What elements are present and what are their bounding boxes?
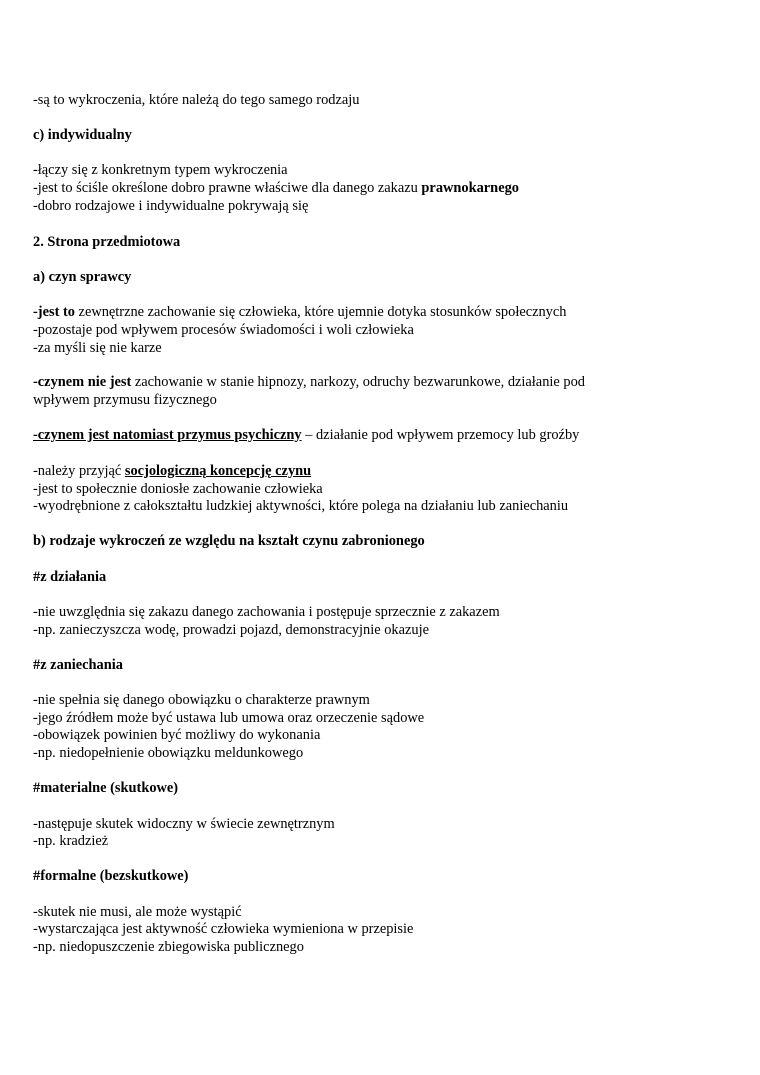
text-line: -nie spełnia się danego obowiązku o charakterze prawnym xyxy=(33,692,370,708)
text-line: -czynem nie jest zachowanie w stanie hipnozy, narkozy, odruchy bezwarunkowe, działanie pod xyxy=(33,374,585,390)
text-line: -dobro rodzajowe i indywidualne pokrywają się xyxy=(33,198,309,214)
section-heading: b) rodzaje wykroczeń ze względu na kształt czynu zabronionego xyxy=(33,533,425,549)
text-line: -obowiązek powinien być możliwy do wykonania xyxy=(33,727,321,743)
text-line: -jego źródłem może być ustawa lub umowa oraz orzeczenie sądowe xyxy=(33,710,425,726)
bold-term: -czynem nie jest xyxy=(33,374,132,390)
text-line: -za myśli się nie karze xyxy=(33,340,162,356)
section-heading: #z działania xyxy=(33,569,107,585)
bold-underlined-term: socjologiczną koncepcję czynu xyxy=(124,463,312,479)
text-line: -wyodrębnione z całokształtu ludzkiej aktywności, które polega na działaniu lub zaniechaniu xyxy=(33,498,569,514)
section-heading: #formalne (bezskutkowe) xyxy=(33,868,189,884)
bold-term: prawnokarnego xyxy=(421,180,519,196)
text-line: -skutek nie musi, ale może wystąpić xyxy=(33,904,242,920)
section-heading: 2. Strona przedmiotowa xyxy=(33,234,181,250)
bold-term: -jest to xyxy=(33,304,75,320)
text-line: -wystarczająca jest aktywność człowieka wymieniona w przepisie xyxy=(33,921,414,937)
text-line: -np. niedopełnienie obowiązku meldunkowego xyxy=(33,745,304,761)
text-line: -nie uwzględnia się zakazu danego zachowania i postępuje sprzecznie z zakazem xyxy=(33,604,500,620)
text-line: -czynem jest natomiast przymus psychiczny – działanie pod wpływem przemocy lub groźby xyxy=(33,427,580,443)
section-heading: #z zaniechania xyxy=(33,657,123,673)
text-line: -jest to zewnętrzne zachowanie się człowieka, które ujemnie dotyka stosunków społecznych xyxy=(33,304,567,320)
bold-underlined-term: -czynem jest natomiast przymus psychiczny xyxy=(33,427,302,443)
text-line: -pozostaje pod wpływem procesów świadomości i woli człowieka xyxy=(33,322,414,338)
text-line: -np. kradzież xyxy=(33,833,109,849)
text-line: -jest to społecznie doniosłe zachowanie człowieka xyxy=(33,481,323,497)
text-line: wpływem przymusu fizycznego xyxy=(33,392,217,408)
text-line: -jest to ściśle określone dobro prawne właściwe dla danego zakazu prawnokarnego xyxy=(33,180,519,196)
text-line: -łączy się z konkretnym typem wykroczenia xyxy=(33,162,288,178)
text-line: -należy przyjąć socjologiczną koncepcję czynu xyxy=(33,463,312,479)
section-heading: c) indywidualny xyxy=(33,127,132,143)
section-heading: a) czyn sprawcy xyxy=(33,269,132,285)
text-line: -następuje skutek widoczny w świecie zewnętrznym xyxy=(33,816,335,832)
text-line: -np. zanieczyszcza wodę, prowadzi pojazd, demonstracyjnie okazuje xyxy=(33,622,429,638)
text-line: -np. niedopuszczenie zbiegowiska publicznego xyxy=(33,939,304,955)
section-heading: #materialne (skutkowe) xyxy=(33,780,179,796)
text-line: -są to wykroczenia, które należą do tego samego rodzaju xyxy=(33,92,360,108)
